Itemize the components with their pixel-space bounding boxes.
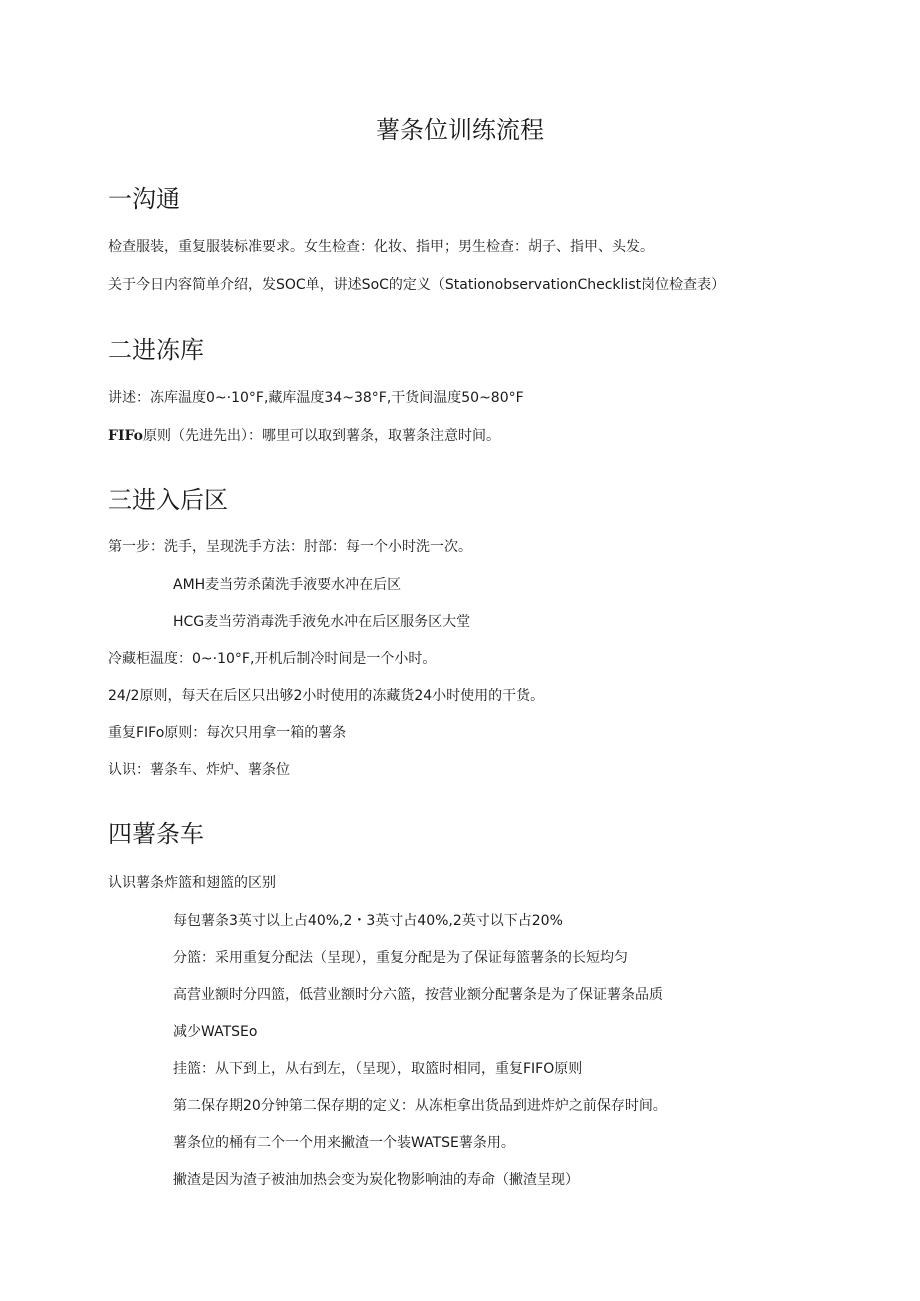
fifo-text: 原则（先进先出）：哪里可以取到薯条，取薯条注意时间。 [143,428,500,444]
paragraph-fifo [108,426,500,446]
paragraph-sales-baskets: 高营业额时分四篮，低营业额时分六篮，按营业额分配薯条是为了保证薯条品质 [173,987,663,1003]
paragraph-handwash: 第一步：洗手，呈现洗手方法：肘部：每一个小时洗一次。 [108,539,472,555]
paragraph-buckets: 薯条位的桶有二个一个用来撇渣一个装WATSE薯条用。 [173,1135,515,1151]
paragraph-freezer-temps: 讲述：冻库温度0~·10°F,藏库温度34~38°F,干货间温度50~80°F [108,390,524,406]
document-title: 薯条位训练流程 [376,116,544,144]
paragraph-hcg: HCG麦当劳消毒洗手液免水冲在后区服务区大堂 [173,614,471,630]
paragraph-repeat-fifo: 重复FIFo原则：每次只用拿一箱的薯条 [108,725,347,741]
paragraph-24-2-rule: 24/2原则，每天在后区只出够2小时使用的冻藏货24小时使用的干货。 [108,688,545,704]
section-heading-communication: 一沟通 [108,185,180,213]
paragraph-basket-difference: 认识薯条炸篮和翅篮的区别 [108,875,276,891]
paragraph-amh: AMH麦当劳杀菌洗手液要水冲在后区 [173,577,402,593]
paragraph-fry-length: 每包薯条3英寸以上占40%,2・3英寸占40%,2英寸以下占20% [173,913,563,929]
paragraph-recognize: 认识：薯条车、炸炉、薯条位 [108,762,290,778]
paragraph-basket-split: 分篮：采用重复分配法（呈现），重复分配是为了保证每篮薯条的长短均匀 [173,950,628,966]
fifo-label: FIFo [108,428,143,444]
paragraph-secondary-shelf-life: 第二保存期20分钟第二保存期的定义：从冻柜拿出货品到进炸炉之前保存时间。 [173,1098,667,1114]
paragraph-soc-intro: 关于今日内容简单介绍，发SOC单，讲述SoC的定义（StationobservationChecklist岗位检查表） [108,277,726,293]
paragraph-reduce-waste: 减少WATSEo [173,1024,258,1040]
paragraph-dress-check: 检查服装，重复服装标准要求。女生检查：化妆、指甲；男生检查：胡子、指甲、头发。 [108,239,654,255]
paragraph-hang-baskets: 挂篮：从下到上，从右到左，（呈现），取篮时相同，重复FIFO原则 [173,1061,583,1077]
section-heading-fry-cart: 四薯条车 [108,820,204,848]
paragraph-fridge-temp: 冷藏柜温度：0~·10°F,开机后制冷时间是一个小时。 [108,651,437,667]
paragraph-skimming: 撇渣是因为渣子被油加热会变为炭化物影响油的寿命（撇渣呈现） [173,1172,579,1188]
section-heading-freezer: 二进冻库 [108,336,204,364]
section-heading-back-area: 三进入后区 [108,486,228,514]
